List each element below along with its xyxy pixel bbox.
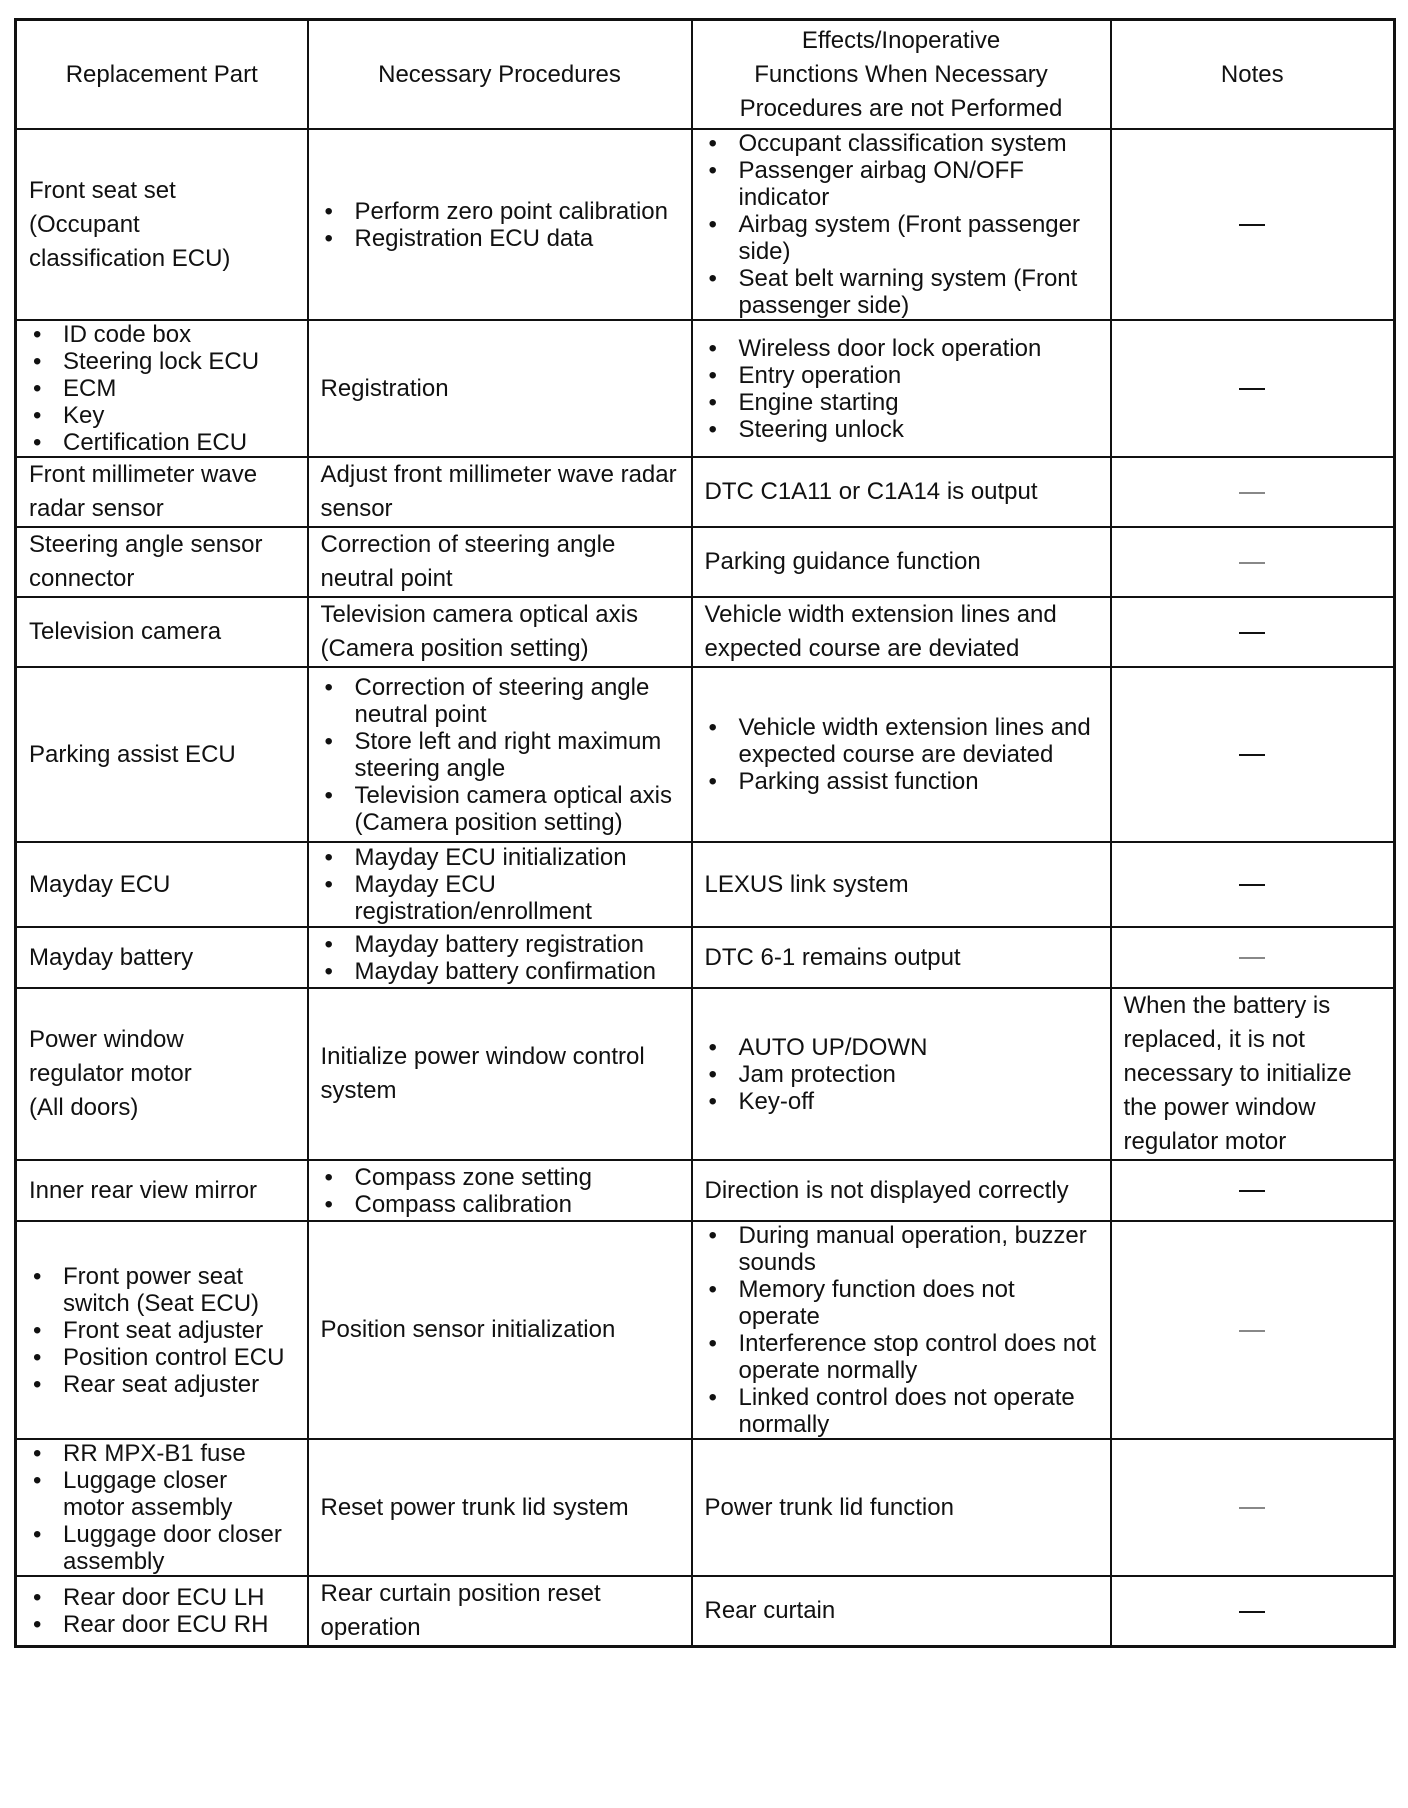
header-effects-line: Procedures are not Performed bbox=[739, 94, 1063, 122]
cell-notes bbox=[1111, 320, 1395, 457]
cell-effects: Power trunk lid function bbox=[692, 1439, 1111, 1576]
effect-item: • During manual operation, buzzer sounds bbox=[705, 1222, 1098, 1276]
procedure-item: • Store left and right maximum steering angle bbox=[321, 728, 679, 782]
effect-item: • Airbag system (Front passenger side) bbox=[705, 211, 1098, 265]
effect-item: • Engine starting bbox=[705, 389, 1098, 416]
cell-procedures bbox=[308, 927, 692, 988]
part-line: regulator motor bbox=[29, 1060, 192, 1087]
table-row bbox=[16, 1221, 1395, 1439]
cell-notes bbox=[1111, 527, 1395, 597]
notes-dash bbox=[1239, 754, 1265, 756]
procedure-item: • Mayday ECU initialization bbox=[321, 844, 679, 871]
table-row bbox=[16, 320, 1395, 457]
part-line: (All doors) bbox=[29, 1094, 139, 1121]
header-effects-line: Effects/Inoperative bbox=[801, 26, 1001, 54]
table-row bbox=[16, 1439, 1395, 1576]
cell-effects: DTC C1A11 or C1A14 is output bbox=[692, 457, 1111, 527]
cell-replacement-part: Television camera bbox=[16, 597, 308, 667]
replacement-procedures-table bbox=[14, 18, 1396, 1648]
part-line: classification ECU) bbox=[29, 244, 231, 272]
effect-item: • Occupant classification system bbox=[705, 130, 1098, 157]
notes-dash bbox=[1239, 632, 1265, 634]
notes-dash bbox=[1239, 562, 1265, 564]
part-line: Power window bbox=[29, 1026, 184, 1053]
cell-replacement-part bbox=[16, 1576, 308, 1647]
cell-replacement-part: Front millimeter wave radar sensor bbox=[16, 457, 308, 527]
cell-notes bbox=[1111, 667, 1395, 842]
effect-item: • Parking assist function bbox=[705, 768, 1098, 795]
cell-notes bbox=[1111, 597, 1395, 667]
part-item: • Rear seat adjuster bbox=[29, 1371, 295, 1398]
table-row bbox=[16, 597, 1395, 667]
table-row bbox=[16, 988, 1395, 1160]
cell-procedures: Adjust front millimeter wave radar sensor bbox=[308, 457, 692, 527]
table-row bbox=[16, 129, 1395, 320]
part-item: • Key bbox=[29, 402, 295, 429]
table-row bbox=[16, 842, 1395, 927]
procedure-item: • Correction of steering angle neutral point bbox=[321, 674, 679, 728]
table-row bbox=[16, 1160, 1395, 1221]
cell-notes bbox=[1111, 1439, 1395, 1576]
effect-item: • Memory function does not operate bbox=[705, 1276, 1098, 1330]
cell-procedures: Initialize power window control system bbox=[308, 988, 692, 1160]
cell-procedures bbox=[308, 1160, 692, 1221]
cell-replacement-part: Mayday battery bbox=[16, 927, 308, 988]
cell-replacement-part bbox=[16, 1439, 308, 1576]
cell-effects: Parking guidance function bbox=[692, 527, 1111, 597]
notes-dash bbox=[1239, 1190, 1265, 1192]
cell-procedures bbox=[308, 842, 692, 927]
procedure-item: • Television camera optical axis (Camera position setting) bbox=[321, 782, 679, 836]
notes-dash bbox=[1239, 1611, 1265, 1613]
cell-notes bbox=[1111, 1160, 1395, 1221]
effect-item: • AUTO UP/DOWN bbox=[705, 1034, 1098, 1061]
procedure-item: • Compass calibration bbox=[321, 1191, 679, 1218]
notes-dash bbox=[1239, 1507, 1265, 1509]
procedure-item: • Perform zero point calibration bbox=[321, 198, 679, 225]
cell-notes bbox=[1111, 1576, 1395, 1647]
cell-notes: When the battery is replaced, it is not necessary to initialize the power window regulator motor bbox=[1111, 988, 1395, 1160]
cell-replacement-part bbox=[16, 320, 308, 457]
cell-effects: DTC 6-1 remains output bbox=[692, 927, 1111, 988]
effect-item: • Steering unlock bbox=[705, 416, 1098, 443]
effect-item: • Passenger airbag ON/OFF indicator bbox=[705, 157, 1098, 211]
effect-item: • Seat belt warning system (Front passenger side) bbox=[705, 265, 1098, 319]
cell-effects bbox=[692, 667, 1111, 842]
cell-effects bbox=[692, 320, 1111, 457]
notes-dash bbox=[1239, 1330, 1265, 1332]
cell-effects bbox=[692, 988, 1111, 1160]
procedure-item: • Compass zone setting bbox=[321, 1164, 679, 1191]
part-item: • Luggage closer motor assembly bbox=[29, 1467, 295, 1521]
procedure-item: • Mayday battery confirmation bbox=[321, 958, 679, 985]
part-item: • ID code box bbox=[29, 321, 295, 348]
part-item: • RR MPX-B1 fuse bbox=[29, 1440, 295, 1467]
cell-effects bbox=[692, 1221, 1111, 1439]
header-replacement-part: Replacement Part bbox=[16, 20, 308, 130]
table-row bbox=[16, 927, 1395, 988]
effect-item: • Vehicle width extension lines and expected course are deviated bbox=[705, 714, 1098, 768]
header-notes: Notes bbox=[1111, 20, 1395, 130]
header-effects-line: Functions When Necessary bbox=[754, 60, 1048, 88]
part-item: • Position control ECU bbox=[29, 1344, 295, 1371]
effect-item: • Wireless door lock operation bbox=[705, 335, 1098, 362]
part-line: (Occupant bbox=[29, 210, 140, 238]
notes-dash bbox=[1239, 884, 1265, 886]
cell-effects: LEXUS link system bbox=[692, 842, 1111, 927]
cell-notes bbox=[1111, 842, 1395, 927]
cell-procedures bbox=[308, 129, 692, 320]
part-item: • Certification ECU bbox=[29, 429, 295, 456]
table-row bbox=[16, 457, 1395, 527]
table-row bbox=[16, 667, 1395, 842]
part-item: • Luggage door closer assembly bbox=[29, 1521, 295, 1575]
notes-dash bbox=[1239, 224, 1265, 226]
part-item: • Rear door ECU LH bbox=[29, 1584, 295, 1611]
table-header-row bbox=[16, 20, 1395, 130]
part-item: • Rear door ECU RH bbox=[29, 1611, 295, 1638]
cell-replacement-part: Steering angle sensor connector bbox=[16, 527, 308, 597]
cell-replacement-part: Inner rear view mirror bbox=[16, 1160, 308, 1221]
part-item: • ECM bbox=[29, 375, 295, 402]
table-row bbox=[16, 1576, 1395, 1647]
cell-notes bbox=[1111, 1221, 1395, 1439]
cell-procedures: Television camera optical axis (Camera position setting) bbox=[308, 597, 692, 667]
part-item: • Steering lock ECU bbox=[29, 348, 295, 375]
cell-replacement-part: Mayday ECU bbox=[16, 842, 308, 927]
part-line: Front seat set bbox=[29, 176, 176, 204]
cell-replacement-part bbox=[16, 988, 308, 1160]
cell-notes bbox=[1111, 927, 1395, 988]
effect-item: • Jam protection bbox=[705, 1061, 1098, 1088]
cell-procedures: Correction of steering angle neutral point bbox=[308, 527, 692, 597]
cell-effects: Rear curtain bbox=[692, 1576, 1111, 1647]
cell-effects bbox=[692, 129, 1111, 320]
effect-item: • Key-off bbox=[705, 1088, 1098, 1115]
part-item: • Front seat adjuster bbox=[29, 1317, 295, 1344]
cell-replacement-part: Parking assist ECU bbox=[16, 667, 308, 842]
cell-procedures: Rear curtain position reset operation bbox=[308, 1576, 692, 1647]
notes-dash bbox=[1239, 492, 1265, 494]
cell-procedures bbox=[308, 667, 692, 842]
header-necessary-procedures: Necessary Procedures bbox=[308, 20, 692, 130]
cell-procedures: Reset power trunk lid system bbox=[308, 1439, 692, 1576]
cell-procedures: Registration bbox=[308, 320, 692, 457]
part-item: • Front power seat switch (Seat ECU) bbox=[29, 1263, 295, 1317]
notes-dash bbox=[1239, 957, 1265, 959]
cell-procedures: Position sensor initialization bbox=[308, 1221, 692, 1439]
cell-replacement-part bbox=[16, 1221, 308, 1439]
procedure-item: • Registration ECU data bbox=[321, 225, 679, 252]
cell-notes bbox=[1111, 129, 1395, 320]
effect-item: • Interference stop control does not operate normally bbox=[705, 1330, 1098, 1384]
header-effects bbox=[692, 20, 1111, 130]
table-row bbox=[16, 527, 1395, 597]
cell-notes bbox=[1111, 457, 1395, 527]
cell-effects: Vehicle width extension lines and expected course are deviated bbox=[692, 597, 1111, 667]
notes-dash bbox=[1239, 388, 1265, 390]
procedure-item: • Mayday ECU registration/enrollment bbox=[321, 871, 679, 925]
procedure-item: • Mayday battery registration bbox=[321, 931, 679, 958]
effect-item: • Entry operation bbox=[705, 362, 1098, 389]
cell-replacement-part bbox=[16, 129, 308, 320]
effect-item: • Linked control does not operate normally bbox=[705, 1384, 1098, 1438]
cell-effects: Direction is not displayed correctly bbox=[692, 1160, 1111, 1221]
